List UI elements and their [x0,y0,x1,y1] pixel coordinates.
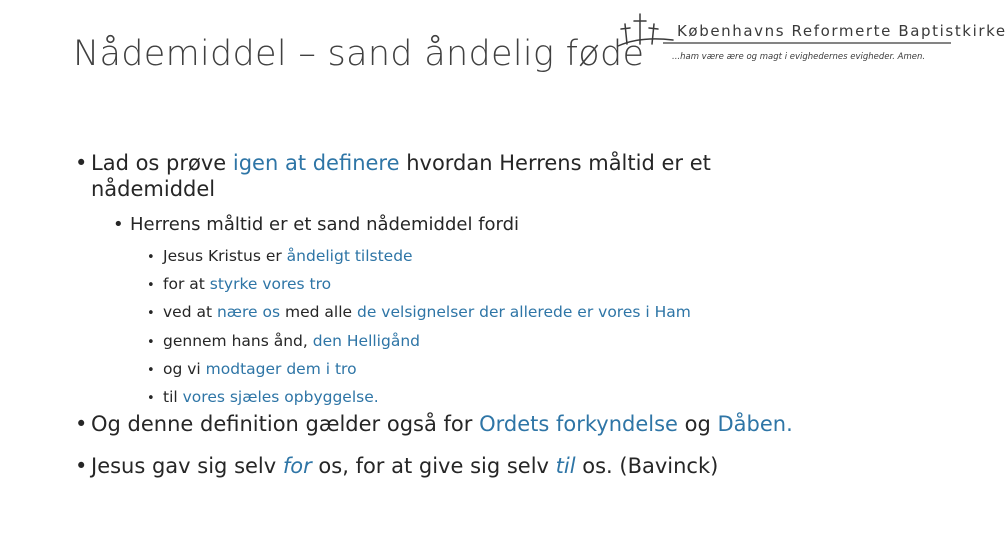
bullet-bavinck [75,453,795,479]
bullet-definition [75,411,795,437]
crosses-icon [615,10,675,60]
bullet-dot: • [75,454,88,478]
bullet-text: Og denne definition gælder også for Ordets forkyndelse og Dåben. [91,412,793,436]
sub-bullet-list [147,243,691,412]
logo-tagline: ...ham være ære og magt i evighedernes evigheder. Amen. [672,52,926,62]
list-item: • ved at nære os med alle de velsignelser der allerede er vores i Ham [147,303,691,322]
bullet-text: Jesus gav sig selv for os, for at give sig selv til os. (Bavinck) [91,454,719,478]
bullet-sub-heading: • Herrens måltid er et sand nådemiddel fordi [113,214,520,235]
list-item: • og vi modtager dem i tro [147,359,357,378]
bullet-dot: • [113,214,124,235]
list-item: • Jesus Kristus er åndeligt tilstede [147,247,413,265]
bullet-text: Lad os prøve igen at definere hvordan Herrens måltid er et nådemiddel [91,151,711,201]
bullet-dot: • [75,412,88,436]
bullet-dot: • [75,151,88,175]
list-item: • gennem hans ånd, den Helligånd [147,331,420,350]
logo-underline [663,40,953,46]
logo-name: Københavns Reformerte Baptistkirke [677,22,1007,40]
bullet-redefine [75,150,795,202]
slide-title: Nådemiddel – sand åndelig føde [73,34,645,74]
list-item: • for at styrke vores tro [147,275,332,294]
list-item: • til vores sjæles opbyggelse. [147,388,379,407]
